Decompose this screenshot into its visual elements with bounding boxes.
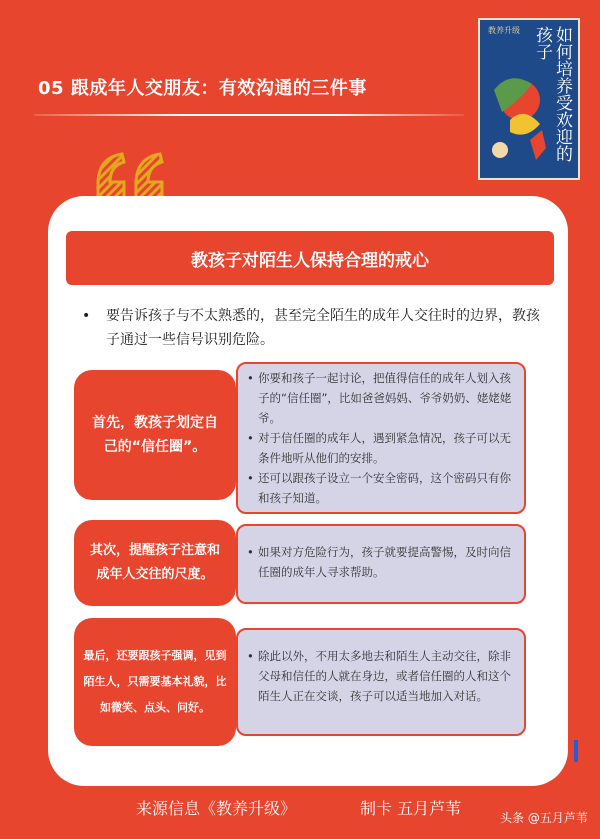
- section-1-point-1: • 你要和孩子一起讨论，把值得信任的成年人划入孩子的“信任圈”，比如爸爸妈妈、爷爷奶奶、姥姥姥爷。: [246, 368, 514, 428]
- section-3-point-1: • 除此以外，不用太多地去和陌生人主动交往，除非父母和信任的人就在身边，或者信任圈的人和这个陌生人正在交谈，孩子可以适当地加入对话。: [246, 646, 514, 706]
- banner-title: 教孩子对陌生人保持合理的戒心: [191, 250, 429, 271]
- footer-source: 来源信息《教养升级》: [136, 799, 297, 818]
- side-marker: [574, 740, 578, 762]
- intro-paragraph: [82, 304, 542, 352]
- book-cover: [478, 18, 580, 180]
- section-2-panel: [236, 524, 526, 604]
- title-underline: [34, 114, 464, 116]
- section-2-label: 其次，提醒孩子注意和成年人交往的尺度。: [74, 520, 236, 606]
- watermark: 头条 @五月芦苇: [500, 811, 588, 825]
- section-1-point-2: • 对于信任圈的成年人，遇到紧急情况，孩子可以无条件地听从他们的安排。: [246, 428, 514, 468]
- section-1-point-3: • 还可以跟孩子设立一个安全密码，这个密码只有你和孩子知道。: [246, 468, 514, 508]
- section-banner: [66, 231, 554, 285]
- page-title: 05 跟成年人交朋友：有效沟通的三件事: [38, 78, 367, 99]
- intro-text: 要告诉孩子与不太熟悉的，甚至完全陌生的成年人交往时的边界，教孩子通过一些信号识别危险。: [106, 308, 540, 348]
- section-1-label: 首先，教孩子划定自己的“信任圈”。: [74, 370, 236, 500]
- section-1-panel: [236, 362, 526, 514]
- section-3-label: 最后，还要跟孩子强调，见到陌生人，只需要基本礼貌，比如微笑、点头、问好。: [74, 618, 236, 746]
- section-3-panel: [236, 628, 526, 736]
- intro-bullet: •: [82, 308, 91, 324]
- section-2-point-1: • 如果对方危险行为，孩子就要提高警惕，及时向信任圈的成年人寻求帮助。: [246, 542, 514, 582]
- book-tag: 教养升级: [488, 26, 520, 35]
- book-title: 如何培养受欢迎的孩子: [532, 26, 572, 162]
- footer-maker: 制卡 五月芦苇: [360, 799, 462, 818]
